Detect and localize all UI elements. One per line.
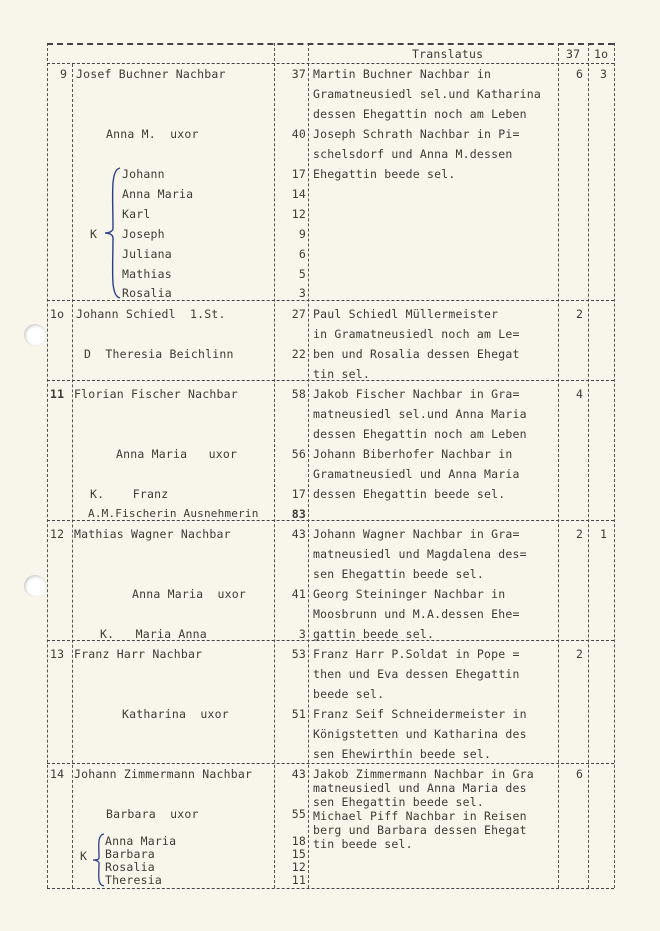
child-name: Anna Maria — [105, 834, 177, 848]
count-col-2: 1 — [600, 527, 608, 541]
entry-name: Johann Zimmermann Nachbar — [74, 767, 253, 781]
child-name: Rosalia — [105, 860, 155, 874]
count-col-1: 2 — [576, 307, 584, 321]
parents-line: Johann Wagner Nachbar in Gra= — [313, 527, 520, 541]
parents-line: Jakob Zimmermann Nachbar in Gra — [313, 767, 534, 781]
child-age: 9 — [298, 227, 306, 241]
spouse-parents-line: Franz Seif Schneidermeister in — [313, 707, 527, 721]
spouse-parents-line: tin beede sel. — [313, 837, 413, 851]
entry-age: 43 — [291, 767, 306, 781]
children-brace — [104, 166, 122, 300]
spouse-name: Anna Maria uxor — [116, 447, 238, 461]
spouse-parents-line: sen Ehewirthin beede sel. — [313, 747, 492, 761]
header-translatus: Translatus — [412, 47, 484, 61]
spouse-parents-line: Ehegattin beede sel. — [313, 167, 456, 181]
spouse-name: Anna Maria uxor — [132, 587, 246, 601]
child-age: 3 — [298, 286, 306, 300]
extra-person: A.M.Fischerin Ausnehmerin — [88, 507, 259, 520]
spouse-parents-line: berg und Barbara dessen Ehegat — [313, 823, 527, 837]
parents-line: Gramatneusiedl sel.und Katharina — [313, 87, 541, 101]
child-line: K. Maria Anna — [100, 627, 207, 641]
child-name: Juliana — [122, 247, 172, 261]
child-name: Barbara — [105, 847, 155, 861]
parents-line: Franz Harr P.Soldat in Pope = — [313, 647, 520, 661]
table-top-rule — [47, 43, 614, 45]
parents-line: beede sel. — [313, 687, 385, 701]
column-divider — [72, 64, 73, 888]
spouse-parents-line: Joseph Schrath Nachbar in Pi= — [313, 127, 520, 141]
spouse-age: 51 — [291, 707, 306, 721]
entry-number: 13 — [50, 647, 65, 661]
spouse-parents-line: Michael Piff Nachbar in Reisen — [313, 809, 527, 823]
child-name: Rosalia — [122, 286, 172, 300]
parents-line: sen Ehegattin beede sel. — [313, 567, 484, 581]
header-number-1: 37 — [566, 47, 581, 61]
parents-line: sen Ehegattin beede sel. — [313, 795, 484, 809]
child-line: K. Franz — [90, 487, 169, 501]
punch-hole — [24, 575, 46, 597]
column-divider — [274, 43, 275, 888]
punch-hole — [24, 324, 46, 346]
count-col-1: 6 — [576, 67, 584, 81]
spouse-parents-line: Georg Steininger Nachbar in — [313, 587, 506, 601]
entry-name: Mathias Wagner Nachbar — [74, 527, 231, 541]
parents-line: in Gramatneusiedl noch am Le= — [313, 327, 520, 341]
spouse-parents-line: Gramatneusiedl und Anna Maria — [313, 467, 520, 481]
child-name: Anna Maria — [122, 187, 194, 201]
entry-age: 37 — [291, 67, 306, 81]
count-col-1: 4 — [576, 387, 584, 401]
spouse-age: 41 — [291, 587, 306, 601]
entry-number: 14 — [50, 767, 65, 781]
child-age: 15 — [291, 847, 306, 861]
entry-age: 27 — [291, 307, 306, 321]
spouse-name: Katharina uxor — [122, 707, 229, 721]
entry-name: Johann Schiedl 1.St. — [76, 307, 226, 321]
column-divider — [558, 43, 559, 888]
children-marker: K — [80, 849, 88, 863]
entry-age: 43 — [291, 527, 306, 541]
entry-name: Josef Buchner Nachbar — [76, 67, 226, 81]
child-age: 11 — [291, 873, 306, 887]
spouse-parents-line: Johann Biberhofer Nachbar in — [313, 447, 513, 461]
count-col-1: 6 — [576, 767, 584, 781]
spouse-name: D Theresia Beichlinn — [84, 347, 234, 361]
spouse-name: Barbara uxor — [106, 807, 199, 821]
column-divider — [588, 43, 589, 888]
parents-line: matneusiedl sel.und Anna Maria — [313, 407, 527, 421]
table-border-left — [47, 43, 48, 888]
child-age: 12 — [291, 207, 306, 221]
spouse-parents-line: Moosbrunn und M.A.dessen Ehe= — [313, 607, 520, 621]
child-age: 17 — [291, 167, 306, 181]
spouse-age: 56 — [291, 447, 306, 461]
parents-line: then und Eva dessen Ehegattin — [313, 667, 520, 681]
spouse-name: Anna M. uxor — [106, 127, 199, 141]
count-col-1: 2 — [576, 647, 584, 661]
count-col-2: 3 — [600, 67, 608, 81]
entry-name: Florian Fischer Nachbar — [74, 387, 238, 401]
entry-age: 58 — [291, 387, 306, 401]
child-name: Johann — [122, 167, 165, 181]
children-brace — [92, 832, 106, 888]
spouse-age: 55 — [291, 807, 306, 821]
table-border-right — [614, 43, 615, 888]
entry-age: 53 — [291, 647, 306, 661]
child-age: 6 — [298, 247, 306, 261]
spouse-age: 22 — [291, 347, 306, 361]
entry-number: 1o — [50, 307, 65, 321]
parents-line: dessen Ehegattin noch am Leben — [313, 107, 527, 121]
parents-line: Jakob Fischer Nachbar in Gra= — [313, 387, 520, 401]
child-name: Joseph — [122, 227, 165, 241]
parents-line: matneusiedl und Magdalena des= — [313, 547, 527, 561]
spouse-parents-line: dessen Ehegattin beede sel. — [313, 487, 506, 501]
header-number-2: 1o — [594, 47, 609, 61]
table-bottom-rule — [47, 888, 614, 889]
spouse-parents-line: schelsdorf und Anna M.dessen — [313, 147, 513, 161]
count-col-1: 2 — [576, 527, 584, 541]
child-age: 12 — [291, 860, 306, 874]
child-name: Karl — [122, 207, 151, 221]
child-age: 17 — [291, 487, 306, 501]
child-age: 18 — [291, 834, 306, 848]
child-age: 5 — [298, 267, 306, 281]
spouse-parents-line: gattin beede sel. — [313, 627, 435, 641]
column-divider — [308, 43, 309, 888]
entry-number: 12 — [50, 527, 65, 541]
parents-line: Paul Schiedl Müllermeister — [313, 307, 499, 321]
extra-person-age: 83 — [291, 507, 306, 521]
parents-line: ben und Rosalia dessen Ehegat — [313, 347, 520, 361]
entry-number: 9 — [60, 67, 68, 81]
spouse-parents-line: Königstetten und Katharina des — [313, 727, 527, 741]
child-name: Theresia — [105, 873, 162, 887]
spouse-age: 40 — [291, 127, 306, 141]
child-age: 3 — [298, 627, 306, 641]
parents-line: Martin Buchner Nachbar in — [313, 67, 492, 81]
parents-line: matneusiedl und Anna Maria des — [313, 781, 527, 795]
parents-line: dessen Ehegattin noch am Leben — [313, 427, 527, 441]
child-name: Mathias — [122, 267, 172, 281]
children-marker: K — [90, 227, 98, 241]
parents-line: tin sel. — [313, 367, 370, 381]
child-age: 14 — [291, 187, 306, 201]
entry-name: Franz Harr Nachbar — [74, 647, 203, 661]
entry-number: 11 — [50, 387, 65, 401]
